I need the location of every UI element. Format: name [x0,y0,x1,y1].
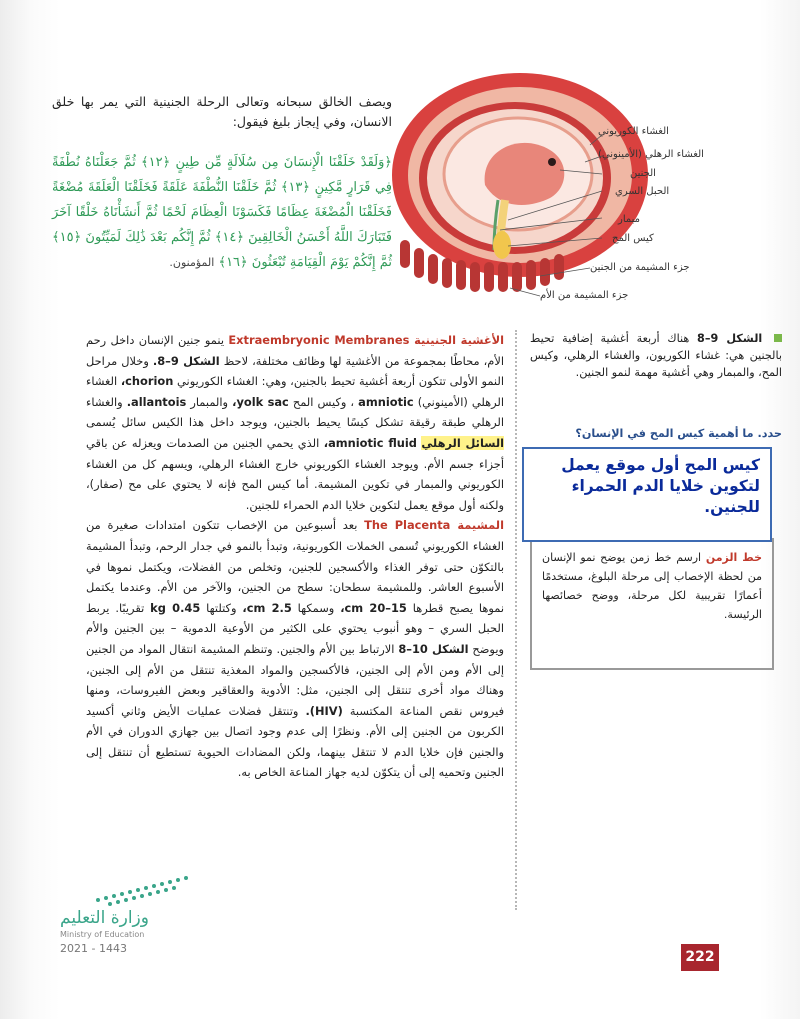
caption-text: هناك أربعة أغشية إضافية تحيط بالجنين هي: غشاء الكوريون، والغشاء الرهلي، وكيس المح، والمبمار وهي أغشية مهمة لنمو الجنين. [530,332,782,379]
term-chorion: chorion، [120,374,174,389]
check-question [530,427,782,440]
heading-placenta: المشيمة The Placenta [364,518,504,533]
main-text-column [86,330,504,783]
paragraph-placenta [86,515,504,783]
text-span: الذي يحمي الجنين من الصدمات ويعزله عن باقي أجزاء جسم الأم. ويوجد الغشاء الكوريوني خارج الغشاء الرهلي، ويسهم كل من الغشاء الكوريوني والمبمار في تكوين المشيمة. أما كيس المح فإنه لا يحتوي على مح (صفار)، ولكنه أول موقع يعمل لتكوين خلايا الدم الحمراء للجنين. [86,435,504,512]
column-divider [515,330,517,910]
logo-dots-icon [58,872,208,908]
highlighted-term-amniotic-fluid: السائل الرهلي [421,435,504,450]
ministry-logo [58,872,218,962]
text-span: وخلال مراحل النمو الأولى تتكون أربعة أغشية تحيط بالجنين، وهي: الغشاء الكوريوني [86,353,504,389]
text-span: ينمو جنين الإنسان داخل رحم الأم، محاطًا بمجموعة من الأغشية لها وظائف مختلفة، لاحظ [86,333,504,368]
caption-bullet-icon [774,334,782,342]
heading-membranes: الأغشية الجنينية Extraembryonic Membranes [228,333,504,347]
label-chorion: الغشاء الكوريوني [598,126,669,137]
extraembryonic-membranes-figure [390,70,704,315]
measure-thickness: 2.5 cm، [242,600,292,615]
answer-box[interactable]: كيس المح أول موقع يعمل لتكوين خلايا الدم الحمراء للجنين. [522,447,772,542]
label-amnion: الغشاء الرهلي (الأمينوني) [598,149,704,160]
intro-paragraph: ويصف الخالق سبحانه وتعالى الرحلة الجنينية التي يمر بها خلق الانسان، وفي إيجاز بليغ فيقول: [52,94,392,129]
timeline-text: ارسم خط زمن يوضح نمو الإنسان من لحظة الإخصاب إلى مرحلة البلوغ، مستخدمًا أعمارًا تقريبية لكل مرحلة، ووضح خصائصها الرئيسة. [542,551,762,621]
text-span: وتنتقل فضلات عمليات الأيض وثاني أكسيد الكربون من الجنين إلى الأم. ونظرًا إلى عدم وجود اتصال بين جهازي الدوران في الأم والجنين فإن خلايا الدم لا تنتقل بينهما، ولكن المضادات الحيوية تستطيع أن تنتقل إلى الجنين وتحميه إلى أن يتكوّن لديه جهاز المناعة الخاص به. [86,703,504,780]
ministry-name-english: Ministry of Education [60,930,145,939]
text-span: والغشاء الرهلي طبقة رقيقة تشكل كيسًا يحيط بالجنين، ويوجد داخل هذا الكيس سائل يُسمى [86,394,504,430]
figure-ref: الشكل 9–8. [152,353,220,368]
caption-figure-ref: الشكل 9–8 [697,332,763,345]
label-placenta-mother-part: جزء المشيمة من الأم [540,290,629,301]
text-span: بعد أسبوعين من الإخصاب تتكون امتدادات صغيرة من الغشاء الكوريوني تُسمى الخملات الكوريونية، وتبدأ بالنمو في جدار الرحم، وتبدأ المشيمة بالتكوّن حتى توفر الغذاء والأكسجين للجنين، وتخلص من الفضلات، ويكتمل نموها في الأسبوع العاشر. وللمشيمة سطحان: سطح من الجنين، والآخر من الأم. وعندما يكتمل نموها يصبح قطرها [86,518,505,615]
text-span: الغشاء الرهلي (الأمينوني) [86,374,505,409]
text-span: والمبمار [190,394,229,409]
term-yolk-sac: yolk sac، [232,394,289,409]
text-span: تقريبًا. يربط الحبل السري – وهو أنبوب يحتوي على الكثير من الأوعية الدموية – بين الجنين والأم ويوضح [86,600,504,656]
figure-caption [530,330,782,381]
page-number: 222 [681,944,719,971]
text-span: ، وكيس المح [292,394,355,409]
measure-diameter: 15–20 cm، [340,600,407,615]
label-placenta-embryo-part: جزء المشيمة من الجنين [590,262,690,273]
text-span: وسمكها [297,600,335,615]
label-yolk-sac: كيس المح [612,233,654,244]
check-label: حدد. [757,427,782,440]
figure-ref: الشكل 10–8 [398,641,469,656]
label-allantois: مبمار [618,214,641,225]
ministry-name-arabic: وزارة التعليم [60,908,149,928]
label-umbilical-cord: الحبل السري [615,186,670,197]
term-allantois: allantois. [126,394,187,409]
term-amniotic: amniotic [358,394,414,409]
timeline-activity-box [530,538,774,670]
quran-verse [52,150,392,275]
check-question-text: ما أهمية كيس المح في الإنسان؟ [575,427,754,440]
label-embryo: الجنين [630,168,656,179]
quran-text: ﴿وَلَقَدْ خَلَقْنَا الْإِنسَانَ مِن سُلَالَةٍ مِّن طِينٍ ﴿١٢﴾ ثُمَّ جَعَلْنَاهُ نُطْفَةً فِي قَرَارٍ مَّكِينٍ ﴿١٣﴾ ثُمَّ خَلَقْنَا النُّطْفَةَ عَلَقَةً فَخَلَقْنَا الْعَلَقَةَ مُضْغَةً فَخَلَقْنَا الْمُضْغَةَ عِظَامًا فَكَسَوْنَا الْعِظَامَ لَحْمًا ثُمَّ أَنشَأْنَاهُ خَلْقًا آخَرَ فَتَبَارَكَ اللَّهُ أَحْسَنُ الْخَالِقِينَ ﴿١٤﴾ ثُمَّ إِنَّكُم بَعْدَ ذَٰلِكَ لَمَيِّتُونَ ﴿١٥﴾ ثُمَّ إِنَّكُمْ يَوْمَ الْقِيَامَةِ تُبْعَثُونَ ﴿١٦﴾ [52,155,393,270]
edition-year: 2021 - 1443 [60,942,127,955]
text-span: وكتلتها [206,600,237,615]
term-hiv: (HIV). [305,703,343,718]
paragraph-membranes [86,330,504,515]
term-amniotic-fluid: amniotic fluid، [323,435,417,450]
sura-name: المؤمنون. [169,256,215,269]
measure-mass: 0.45 kg [150,600,201,615]
timeline-title: خط الزمن [705,551,762,564]
text-span: الارتباط بين الأم والجنين. وتنظم المشيمة انتقال المواد من الجنين إلى الأم ومن الأم إلى الجنين، فالأكسجين والمواد المغذية تنتقل من الأم إلى الجنين، وهناك مواد أخرى تنتقل إلى الجنين، مثل: الأدوية والعقاقير وبعض الفيروسات، ومنها فيروس نقص المناعة المكتسبة [86,641,505,718]
